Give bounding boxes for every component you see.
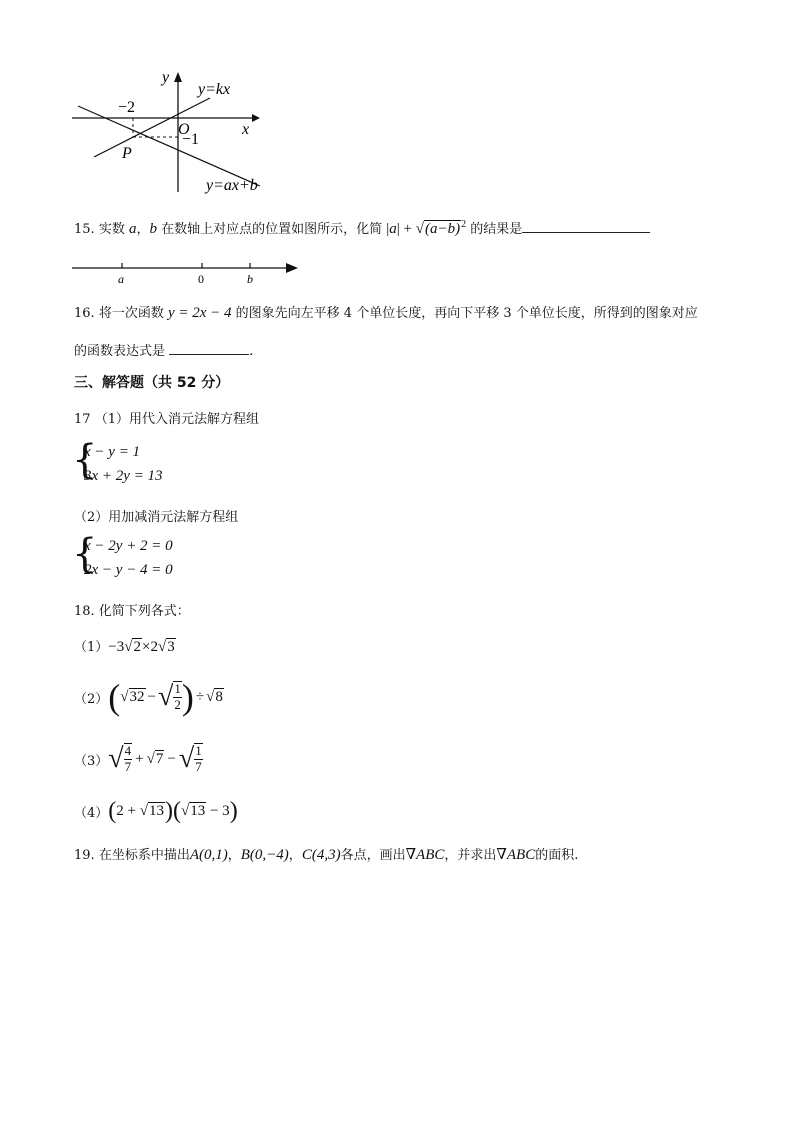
left-paren: ( xyxy=(108,798,117,824)
system2-eq2: 2x − y − 4 = 0 xyxy=(84,562,173,578)
line2-label: y=ax+b xyxy=(206,177,258,194)
q18-p4-expr: ( 2 + √ 13 ) ( √ 13 − 3 ) xyxy=(108,798,238,824)
q19-text-a: 在坐标系中描出 xyxy=(98,848,190,863)
q18-p3-den2: 7 xyxy=(195,759,202,774)
q15-abs-var: a xyxy=(389,221,397,237)
q18-p3-fraction1 xyxy=(124,743,133,775)
y-axis-arrow-icon xyxy=(174,72,182,82)
q18-p2-den: 2 xyxy=(174,697,181,712)
q18-p2-label: （2） xyxy=(74,691,109,707)
q18-part3 xyxy=(74,736,203,782)
q19-point-b: B(0,−4) xyxy=(240,847,289,863)
q18-p3-radicand: 7 xyxy=(155,751,164,768)
question-15 xyxy=(74,218,650,238)
point-p-label: P xyxy=(122,145,132,162)
q19-sep2: ， xyxy=(288,848,302,863)
q19-text-c: ，并求出 xyxy=(444,848,497,863)
q18-p3-num2: 1 xyxy=(195,743,202,759)
system1-eq2: 3x + 2y = 13 xyxy=(84,468,163,484)
q18-p3-label: （3） xyxy=(74,753,109,769)
q19-triangle-2: ∇ABC xyxy=(496,847,536,863)
numline-label-a: a xyxy=(118,272,124,286)
q18-p3-den1: 7 xyxy=(124,759,132,774)
q18-p4-radicand1: 13 xyxy=(148,803,164,820)
q16-line2-end: . xyxy=(249,344,254,359)
line1-label: y=kx xyxy=(198,81,231,98)
q16-number: 16. xyxy=(74,306,95,321)
right-paren: ) xyxy=(164,798,173,824)
q18-p3-fraction2 xyxy=(194,743,203,775)
right-paren: ) xyxy=(181,677,194,717)
tick-neg2-label: −2 xyxy=(118,99,136,116)
q18-p2-minus: − xyxy=(147,688,156,705)
q18-p3-expr: √ $\frac{4}{7}$ + √ 7 − √ $\frac{1}{7}$ xyxy=(108,743,202,774)
q18-p1-expr: −3√2×2√3 xyxy=(108,639,175,655)
q18-p4-radicand2: 13 xyxy=(190,803,206,820)
q17-part1-text: （1）用代入消元法解方程组 xyxy=(94,412,259,427)
sqrt-icon: √ xyxy=(157,681,174,712)
y-axis-label: y xyxy=(162,69,170,86)
origin-label: O xyxy=(178,121,190,138)
q18-title: 18. 化简下列各式： xyxy=(74,604,190,619)
x-axis-arrow-icon xyxy=(252,114,260,122)
x-axis-label: x xyxy=(242,121,250,138)
question-16-line2 xyxy=(74,340,253,359)
q15-text-a: 实数 xyxy=(98,222,129,237)
q15-text-d: 的结果是 xyxy=(466,222,523,237)
left-brace-icon: { xyxy=(72,531,98,577)
q19-point-c: C(4,3) xyxy=(301,847,341,863)
q16-function: y = 2x − 4 xyxy=(167,305,232,321)
q18-p1-coef: −3 xyxy=(108,639,125,655)
q18-p3-plus: + xyxy=(135,750,144,767)
q15-plus: + xyxy=(403,221,413,237)
q18-p1-radicand1: 2 xyxy=(133,639,141,655)
right-paren: ) xyxy=(229,798,238,824)
q17-part2: （2）用加减消元法解方程组 xyxy=(74,510,239,525)
number-line-arrow-icon xyxy=(286,263,298,273)
left-brace-icon: { xyxy=(72,437,98,483)
sqrt-icon: √ xyxy=(178,743,195,774)
question-16-line1 xyxy=(74,302,698,322)
q18-part2 xyxy=(74,674,224,720)
q19-number: 19. xyxy=(74,848,95,863)
q18-p3-num1: 4 xyxy=(124,743,132,759)
left-paren: ( xyxy=(172,798,181,824)
q19-triangle-1: ∇ABC xyxy=(405,847,445,863)
tick-neg1-label: −1 xyxy=(182,131,200,148)
q18-p2-radicand1: 32 xyxy=(129,689,145,706)
q18-p1-times: ×2 xyxy=(141,639,158,655)
q16-line2-text: 的函数表达式是 xyxy=(74,344,166,359)
q18-p1-label: （1） xyxy=(74,640,109,655)
q18-part4 xyxy=(74,796,238,826)
q18-p1-radicand2: 3 xyxy=(167,639,175,655)
q17-number: 17 xyxy=(74,412,91,427)
numline-label-b: b xyxy=(247,272,253,286)
q16-answer-blank[interactable] xyxy=(169,342,249,355)
q18-p4-b: − 3 xyxy=(206,802,230,819)
linear-functions-graph xyxy=(60,66,290,200)
q15-power: 2 xyxy=(461,219,467,230)
q15-text-c: 在数轴上对应点的位置如图所示，化简 xyxy=(156,222,383,237)
q18-p4-a: 2 + xyxy=(116,802,140,819)
q15-expression: $|a| + √(a-b)^2$ xyxy=(386,219,467,237)
q15-radicand: (a−b) xyxy=(425,221,461,237)
q15-number: 15. xyxy=(74,222,95,237)
q18-p3-minus: − xyxy=(167,750,176,767)
system1-eq1: x − y = 1 xyxy=(84,444,141,460)
q16-text-b: 的图象先向左平移 4 个单位长度，再向下平移 3 个单位长度，所得到的图象对应 xyxy=(231,306,698,321)
section-3-title: 三、解答题（共 52 分） xyxy=(74,375,230,391)
q19-point-a: A(0,1) xyxy=(189,847,228,863)
q18-p2-expr: ( √ 32 − √ $\frac{1}{2}$ ) ÷ √ 8 xyxy=(108,677,223,717)
numline-label-0: 0 xyxy=(198,272,204,286)
q19-text-b: 各点，画出 xyxy=(340,848,406,863)
q18-p2-div: ÷ xyxy=(195,688,205,705)
q18-p2-num: 1 xyxy=(174,681,181,697)
q18-p2-radicand3: 8 xyxy=(215,689,223,706)
line-y-kx xyxy=(94,98,210,157)
q15-var-a: a xyxy=(128,221,137,237)
number-line xyxy=(70,254,302,288)
q18-p4-label: （4） xyxy=(74,805,109,821)
q18-p2-fraction xyxy=(173,681,182,713)
q18-part1 xyxy=(74,636,176,656)
q15-var-b: b xyxy=(149,221,157,237)
q19-sep1: ， xyxy=(227,848,241,863)
q17-part1 xyxy=(74,408,259,427)
question-19 xyxy=(74,844,578,864)
q19-text-d: 的面积. xyxy=(535,848,579,863)
q15-text-b: ， xyxy=(136,222,150,237)
left-paren: ( xyxy=(108,677,121,717)
sqrt-icon: √ xyxy=(108,743,124,774)
system2-eq1: x − 2y + 2 = 0 xyxy=(84,538,173,554)
q15-answer-blank[interactable] xyxy=(522,220,650,233)
q16-text-a: 将一次函数 xyxy=(98,306,168,321)
